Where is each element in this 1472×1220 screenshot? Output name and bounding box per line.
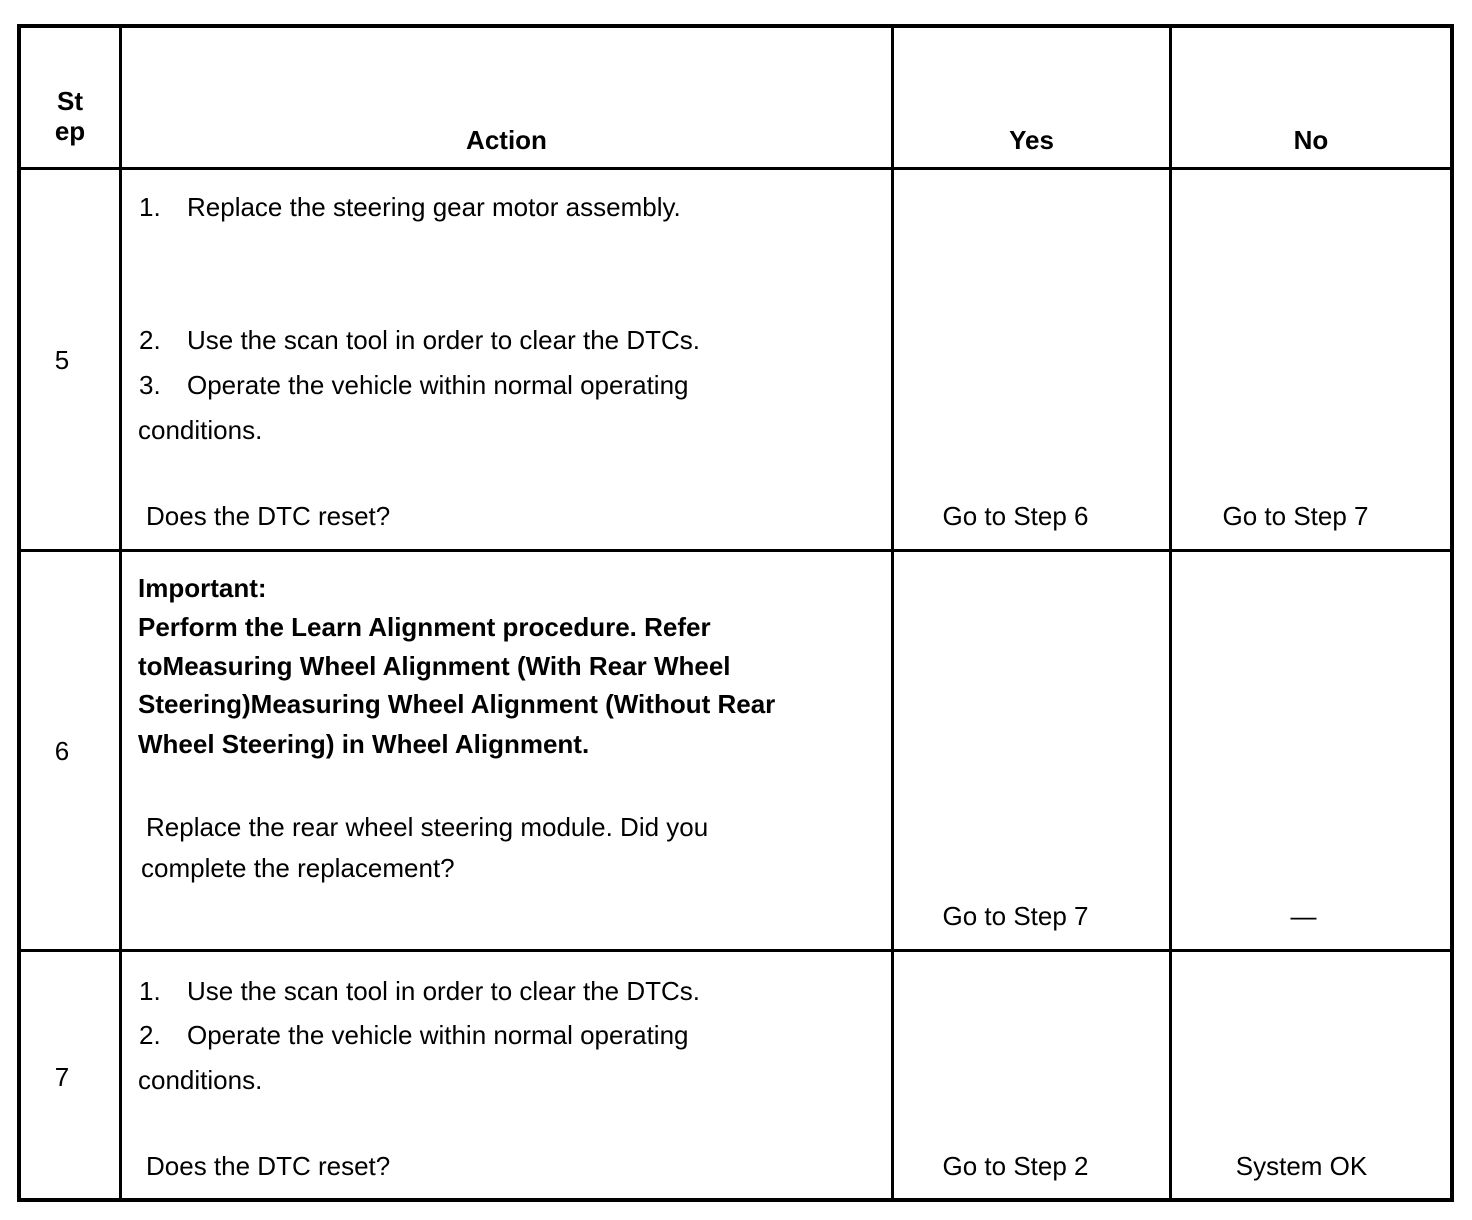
item-text: Replace the steering gear motor assembly. [187,192,681,222]
header-divider [17,167,1454,170]
step-number: 6 [54,736,70,766]
step-number: 7 [54,1062,70,1092]
header-action: Action [466,125,547,155]
header-step-line1: St [57,86,83,116]
header-step-line2: ep [54,116,86,146]
table-border-bottom [17,1198,1454,1202]
table-border-right [1450,24,1454,1202]
item-number: 1. [139,192,161,222]
important-text: Perform the Learn Alignment procedure. Refer [138,612,711,642]
action-item [139,325,700,355]
yes-result: Go to Step 2 [942,1151,1089,1181]
action-continuation: conditions. [138,1065,263,1095]
action-question: complete the replacement? [141,853,455,883]
yes-result: Go to Step 6 [942,501,1089,531]
table-border-top [17,24,1454,28]
no-result: — [1290,901,1317,931]
action-question: Replace the rear wheel steering module. Did you [146,812,709,842]
important-label: Important: [138,573,267,603]
row-divider [17,549,1454,552]
item-text: Operate the vehicle within normal operating [187,370,689,400]
yes-result: Go to Step 7 [942,901,1089,931]
table-border-left [17,24,21,1202]
item-text: Use the scan tool in order to clear the DTCs. [187,976,701,1006]
column-divider [891,24,894,1202]
no-result: System OK [1235,1151,1368,1181]
item-number: 2. [139,325,161,355]
item-number: 3. [139,370,161,400]
header-no: No [1293,125,1329,155]
action-item [139,1020,689,1050]
action-item [139,370,689,400]
action-question: Does the DTC reset? [146,1151,391,1181]
item-text: Operate the vehicle within normal operating [187,1020,689,1050]
header-step [21,86,119,146]
important-text: Wheel Steering) in Wheel Alignment. [138,729,590,759]
no-result: Go to Step 7 [1222,501,1369,531]
column-divider [1169,24,1172,1202]
item-text: Use the scan tool in order to clear the DTCs. [187,325,701,355]
important-text: toMeasuring Wheel Alignment (With Rear Wheel [138,651,731,681]
column-divider [119,24,122,1202]
action-question: Does the DTC reset? [146,501,391,531]
item-number: 1. [139,976,161,1006]
action-item [139,192,681,222]
step-number: 5 [54,345,70,375]
row-divider [17,949,1454,952]
important-text: Steering)Measuring Wheel Alignment (Without Rear [138,689,776,719]
action-item [139,976,700,1006]
action-continuation: conditions. [138,415,263,445]
header-yes: Yes [1009,125,1054,155]
item-number: 2. [139,1020,161,1050]
